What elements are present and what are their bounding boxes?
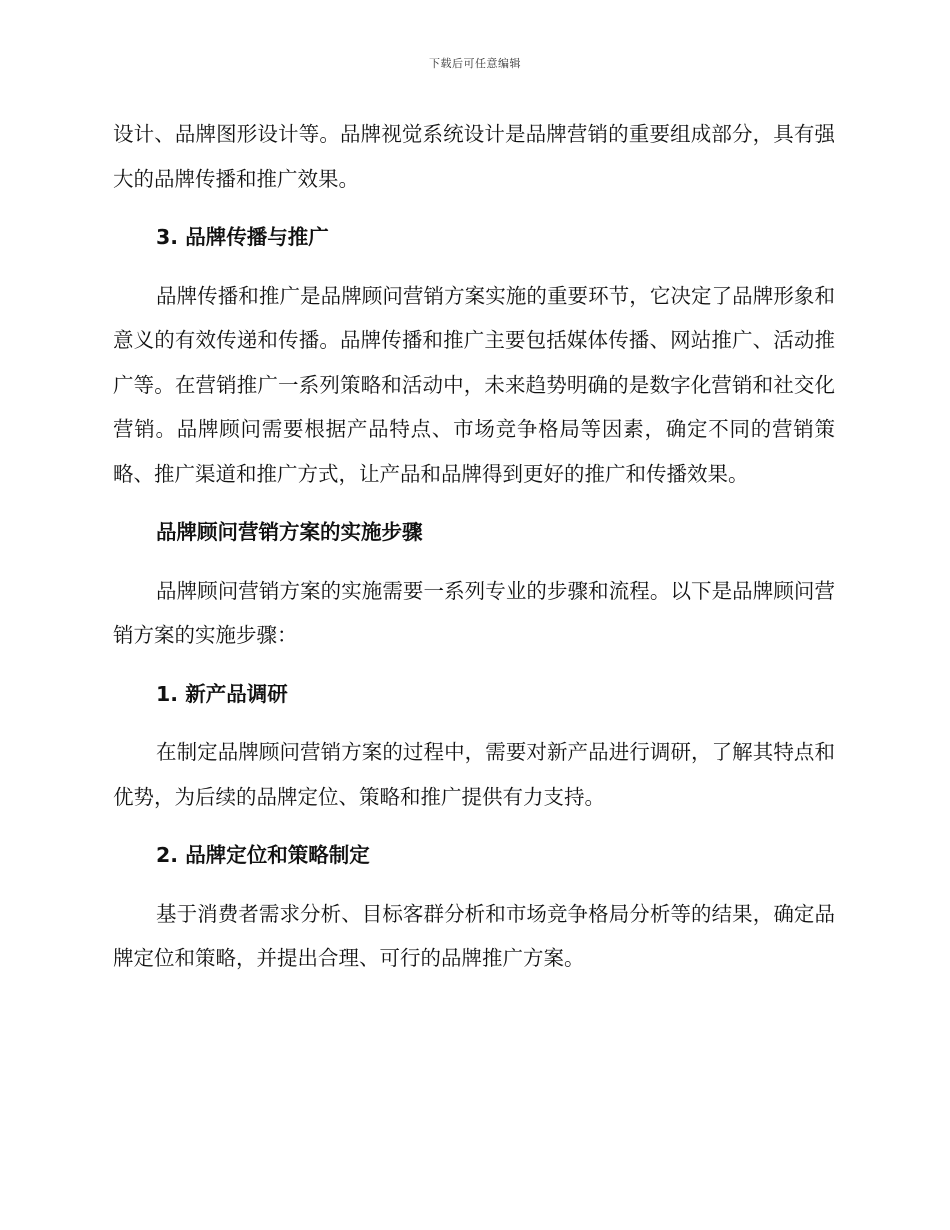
heading-brand-promotion: 3. 品牌传播与推广 (156, 225, 329, 249)
paragraph-positioning-strategy: 基于消费者需求分析、目标客群分析和市场竞争格局分析等的结果，确定品牌定位和策略，并提出合理、可行的品牌推广方案。 (113, 901, 835, 970)
heading-positioning-strategy: 2. 品牌定位和策略制定 (156, 843, 370, 867)
paragraph-implementation-intro: 品牌顾问营销方案的实施需要一系列专业的步骤和流程。以下是品牌顾问营销方案的实施步骤： (113, 578, 835, 647)
document-body (113, 112, 835, 995)
heading-product-research: 1. 新产品调研 (156, 681, 288, 706)
paragraph-visual-system: 设计、品牌图形设计等。品牌视觉系统设计是品牌营销的重要组成部分，具有强大的品牌传播和推广效果。 (113, 122, 835, 191)
paragraph-brand-promotion: 品牌传播和推广是品牌顾问营销方案实施的重要环节，它决定了品牌形象和意义的有效传递和传播。品牌传播和推广主要包括媒体传播、网站推广、活动推广等。在营销推广一系列策略和活动中，未来趋势明确的是数字化营销和社交化营销。品牌顾问需要根据产品特点、市场竞争格局等因素，确定不同的营销策略、推广渠道和推广方式，让产品和品牌得到更好的推广和传播效果。 (113, 283, 835, 486)
heading-implementation-steps: 品牌顾问营销方案的实施步骤 (156, 520, 423, 544)
paragraph-product-research: 在制定品牌顾问营销方案的过程中，需要对新产品进行调研，了解其特点和优势，为后续的品牌定位、策略和推广提供有力支持。 (113, 740, 835, 809)
page-header: 下载后可任意编辑 (429, 57, 521, 70)
